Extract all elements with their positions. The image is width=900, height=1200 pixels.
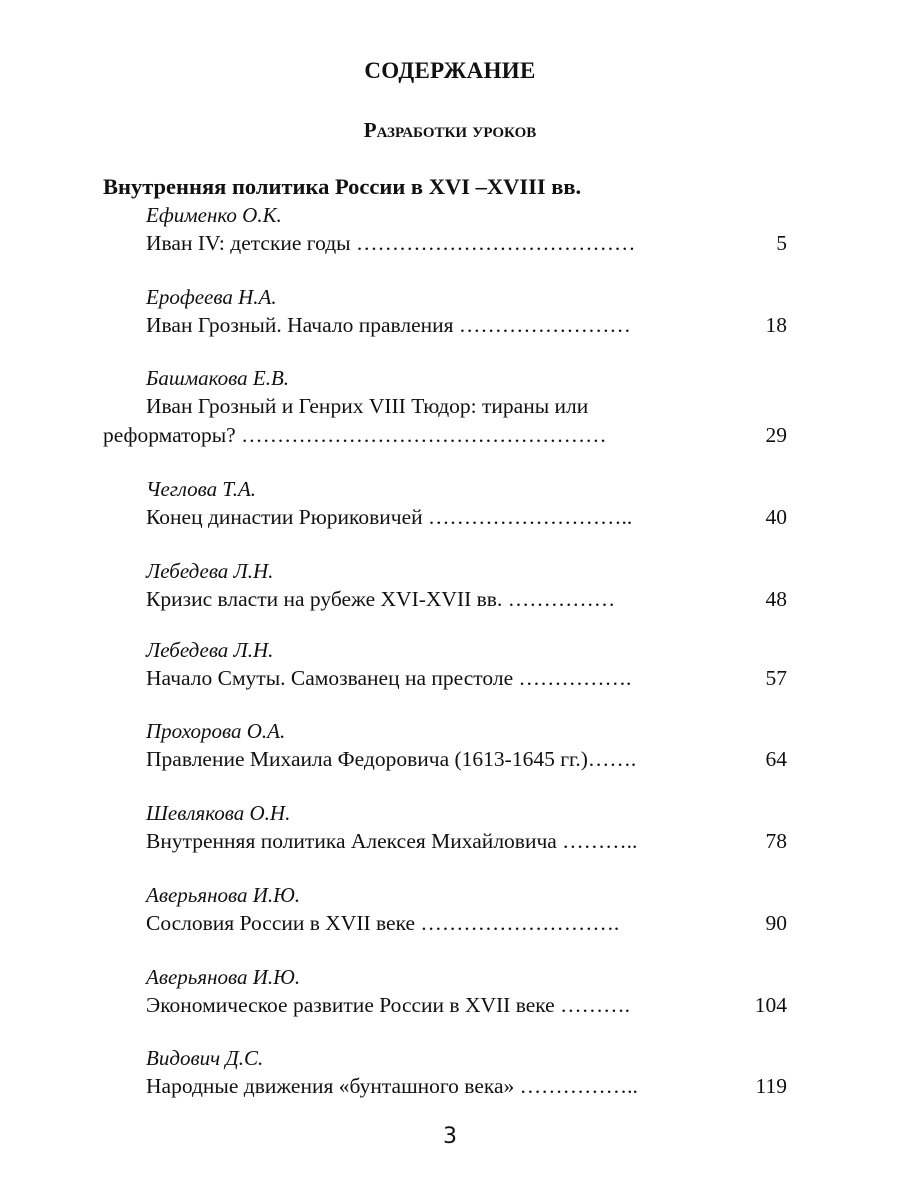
entry-author: Ефименко О.К.	[146, 203, 282, 227]
entry-page: 78	[765, 829, 787, 853]
entry-author: Лебедева Л.Н.	[146, 559, 274, 583]
entry-title: Конец династии Рюриковичей ………………………..	[146, 505, 633, 529]
entry-author: Аверьянова И.Ю.	[146, 883, 301, 907]
entry-author: Ерофеева Н.А.	[146, 285, 277, 309]
entry-author: Чеглова Т.А.	[146, 477, 257, 501]
entry-title: Сословия России в XVII веке ……………………….	[146, 911, 620, 935]
section-heading: Внутренняя политика России в XVI –XVIII вв.	[103, 174, 582, 199]
entry-page: 104	[754, 993, 787, 1017]
entry-author: Шевлякова О.Н.	[146, 801, 291, 825]
entry-page: 64	[765, 747, 787, 771]
entry-title: Внутренняя политика Алексея Михайловича ………..	[146, 829, 638, 853]
entry-page: 18	[765, 313, 787, 337]
entry-title: Экономическое развитие России в XVII веке ……….	[146, 993, 630, 1017]
entry-title: Иван Грозный и Генрих VIII Тюдор: тираны или	[146, 394, 589, 418]
entry-author: Видович Д.С.	[146, 1046, 264, 1070]
entry-title: Правление Михаила Федоровича (1613-1645 гг.)…….	[146, 747, 637, 771]
page-number: 3	[443, 1124, 457, 1149]
entry-title: Начало Смуты. Самозванец на престоле …………….	[146, 666, 632, 690]
entry-author: Башмакова Е.В.	[146, 366, 290, 390]
entry-page: 57	[765, 666, 787, 690]
entry-title: Иван IV: детские годы …………………………………	[146, 231, 636, 255]
page-subtitle: Разработки уроков	[363, 118, 537, 142]
entry-title-continuation: реформаторы? ……………………………………………	[103, 423, 607, 447]
entry-author: Лебедева Л.Н.	[146, 638, 274, 662]
entry-page: 29	[765, 423, 787, 447]
entry-page: 40	[765, 505, 787, 529]
entry-author: Аверьянова И.Ю.	[146, 965, 301, 989]
entry-page: 5	[776, 231, 787, 255]
entry-page: 119	[755, 1074, 787, 1098]
entry-title: Иван Грозный. Начало правления ……………………	[146, 313, 631, 337]
entry-page: 90	[765, 911, 787, 935]
entry-title: Кризис власти на рубеже XVI-XVII вв. ……………	[146, 587, 616, 611]
entry-author: Прохорова О.А.	[146, 719, 286, 743]
entry-page: 48	[765, 587, 787, 611]
entry-title: Народные движения «бунташного века» ……………..	[146, 1074, 638, 1098]
page-title: СОДЕРЖАНИЕ	[364, 58, 536, 83]
